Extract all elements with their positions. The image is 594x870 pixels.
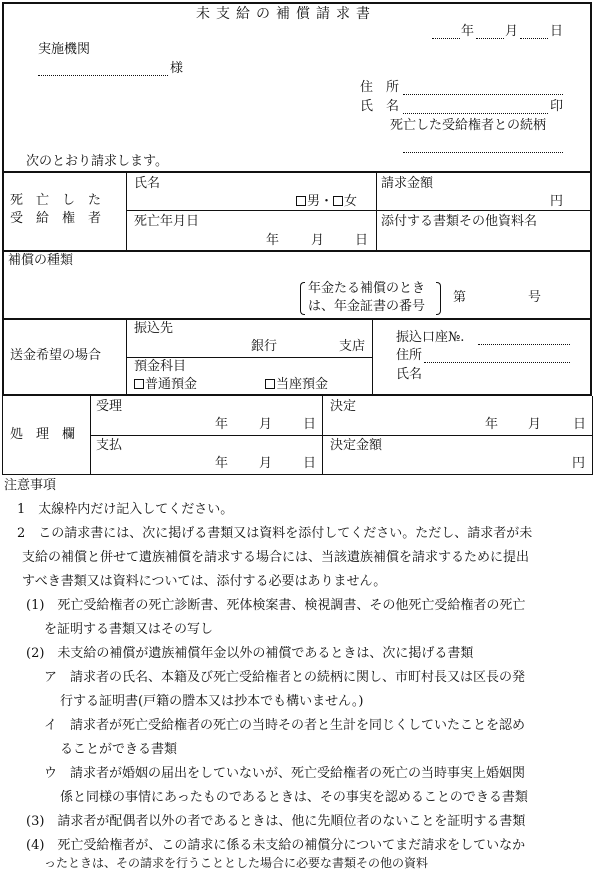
ordinary-checkbox[interactable]: [134, 379, 144, 389]
date-month: 月: [505, 24, 519, 39]
current-deposit-option[interactable]: [265, 378, 328, 391]
account-no-label: 振込口座№.: [396, 330, 465, 345]
claim-amount-unit: 円: [550, 194, 564, 209]
note-line: (2) 未支給の補償が遺族補償年金以外の補償であるときは、次に掲げる書類: [26, 646, 474, 661]
note-line: (4) 死亡受給権者が、この請求に係る未支給の補償分についてまだ請求をしていなか: [26, 838, 526, 853]
holder-name-label: 氏名: [396, 367, 423, 382]
deceased-name-label: 氏名: [134, 176, 161, 191]
note-line: ったときは、その請求を行うこととした場合に必要な書類その他の資料: [44, 856, 429, 870]
note-line: 係と同様の事情にあったものであるときは、その事実を認めることのできる書類: [60, 790, 528, 805]
male-checkbox[interactable]: [296, 196, 306, 206]
male-label: 男: [307, 194, 321, 209]
attachments-label: 添付する書類その他資料名: [381, 214, 538, 229]
female-label: 女: [344, 194, 358, 209]
death-month: 月: [311, 233, 325, 248]
receipt-label: 受理: [96, 399, 123, 414]
holder-address-field[interactable]: [424, 362, 570, 363]
ordinary-label: 普通預金: [145, 377, 198, 392]
notes-heading: 注意事項: [4, 478, 57, 493]
death-day: 日: [355, 233, 369, 248]
note-line: (3) 請求者が配偶者以外の者であるときは、他に先順位者のないことを証明する書類: [26, 814, 526, 829]
payment-month: 月: [259, 456, 273, 471]
holder-address-label: 住所: [396, 348, 423, 363]
brace-right: [436, 282, 441, 315]
female-checkbox[interactable]: [333, 196, 343, 206]
receipt-day: 日: [303, 417, 317, 432]
deceased-label-2: 受 給 権 者: [10, 211, 102, 226]
pension-note-2: は、年金証書の番号: [308, 299, 426, 314]
branch-label: 支店: [339, 339, 366, 354]
decision-amount-label: 決定金額: [330, 438, 383, 453]
agency-field[interactable]: [38, 75, 168, 76]
applicant-address-field[interactable]: [403, 94, 563, 95]
note-line: すべき書類又は資料については、添付する必要はありません。: [22, 574, 387, 589]
honorific: 様: [170, 61, 184, 76]
pension-note-1: 年金たる補償のとき: [308, 281, 426, 296]
note-line: 1 太線枠内だけ記入してください。: [17, 502, 234, 517]
decision-year: 年: [485, 417, 499, 432]
sex-selector[interactable]: [296, 195, 357, 208]
agency-label: 実施機関: [38, 42, 91, 57]
date-day: 日: [550, 24, 564, 39]
current-label: 当座預金: [276, 377, 329, 392]
receipt-year: 年: [215, 417, 229, 432]
note-line: 行する証明書(戸籍の謄本又は抄本でも構いません。): [60, 694, 364, 709]
transfer-to-label: 振込先: [134, 321, 174, 336]
note-line: ウ 請求者が婚姻の届出をしていないが、死亡受給権者の死亡の当時事実上婚姻関: [44, 766, 526, 781]
payment-day: 日: [303, 456, 317, 471]
date-year: 年: [461, 24, 475, 39]
applicant-name-label: 氏 名: [360, 99, 400, 114]
current-checkbox[interactable]: [265, 379, 275, 389]
decision-amount-unit: 円: [572, 456, 586, 471]
processing-left-border: [2, 396, 3, 474]
death-year: 年: [266, 233, 280, 248]
note-line: (1) 死亡受給権者の死亡診断書、死体検案書、検視調書、その他死亡受給権者の死亡: [26, 598, 526, 613]
deposit-type-label: 預金科目: [134, 359, 187, 374]
account-no-field[interactable]: [478, 344, 570, 345]
brace-left: [300, 282, 305, 315]
certificate-dai: 第: [453, 290, 467, 305]
death-date-label: 死亡年月日: [134, 214, 200, 229]
note-line: イ 請求者が死亡受給権者の死亡の当時その者と生計を同じくしていたことを認め: [44, 718, 526, 733]
relation-field[interactable]: [403, 152, 563, 153]
applicant-address-label: 住 所: [360, 80, 400, 95]
note-line: を証明する書類又はその写し: [44, 622, 214, 637]
payment-year: 年: [215, 456, 229, 471]
decision-label: 決定: [330, 399, 357, 414]
claim-amount-label: 請求金額: [381, 176, 434, 191]
certificate-go: 号: [528, 290, 542, 305]
note-line: ア 請求者の氏名、本籍及び死亡受給権者との続柄に関し、市町村長又は区長の発: [44, 670, 526, 685]
compensation-type-label: 補償の種類: [8, 253, 74, 268]
intro-text: 次のとおり請求します。: [26, 154, 168, 169]
ordinary-deposit-option[interactable]: [134, 378, 197, 391]
sex-separator: ・: [320, 194, 334, 209]
deceased-label-1: 死 亡 し た: [10, 193, 102, 208]
receipt-month: 月: [259, 417, 273, 432]
processing-label: 処 理 欄: [10, 427, 76, 442]
payment-label: 支払: [96, 438, 123, 453]
note-line: 支給の補償と併せて遺族補償を請求する場合には、当該遺族補償を請求するために提出: [22, 550, 530, 565]
relation-label: 死亡した受給権者との続柄: [390, 118, 547, 133]
remittance-label: 送金希望の場合: [10, 348, 102, 363]
note-line: ることができる書類: [60, 742, 178, 757]
applicant-name-field[interactable]: [403, 113, 548, 114]
bank-label: 銀行: [251, 339, 278, 354]
decision-day: 日: [573, 417, 587, 432]
note-line: 2 この請求書には、次に掲げる書類又は資料を添付してください。ただし、請求者が未: [17, 526, 533, 541]
decision-month: 月: [528, 417, 542, 432]
form-title: 未支給の補償請求書: [196, 6, 376, 22]
seal-mark: 印: [550, 99, 564, 114]
